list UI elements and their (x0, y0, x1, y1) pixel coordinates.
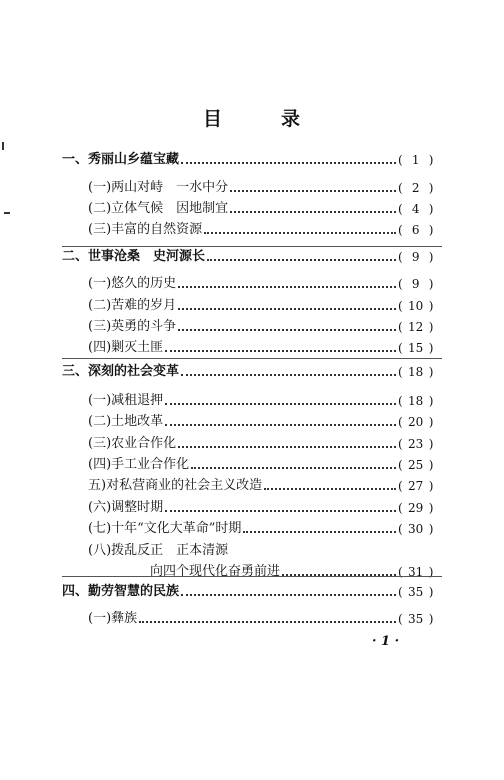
page-number: 15 (408, 341, 424, 355)
page-ref (398, 362, 442, 382)
dot-leader (282, 562, 396, 582)
page-ref (398, 476, 442, 496)
page-paren-open: ( (398, 153, 403, 167)
page-paren-close: ) (428, 479, 434, 493)
page-ref (398, 199, 442, 219)
page-ref (398, 434, 442, 454)
toc-item-row (0, 296, 504, 316)
page-paren-open: ( (398, 479, 403, 493)
page-number: 12 (408, 320, 424, 334)
page-number: 2 (411, 181, 420, 195)
page-paren-close: ) (428, 365, 434, 379)
page-paren-close: ) (428, 612, 434, 626)
toc-section-label: 四、勤劳智慧的民族 (62, 584, 180, 599)
page-number: 29 (408, 501, 424, 515)
section-divider (62, 358, 442, 359)
page-paren-close: ) (428, 458, 434, 472)
page-paren-close: ) (428, 153, 434, 167)
toc-item-row (0, 476, 504, 496)
page-number: 10 (408, 299, 424, 313)
page-paren-close: ) (428, 341, 434, 355)
page-paren-close: ) (428, 415, 434, 429)
toc-item-label: (一)悠久的历史 (88, 276, 177, 291)
dot-leader (165, 391, 396, 411)
toc-item-row (0, 609, 504, 629)
dot-leader (178, 317, 396, 337)
toc-item-row (0, 519, 504, 539)
toc-section-label: 一、秀丽山乡蕴宝藏 (62, 152, 180, 167)
toc-title (0, 104, 504, 131)
section-divider (62, 246, 442, 247)
page-paren-open: ( (398, 341, 403, 355)
toc-item-label: (一)彝族 (88, 611, 138, 626)
title-char-2: 录 (281, 108, 302, 130)
page-paren-close: ) (428, 585, 434, 599)
page-paren-open: ( (398, 181, 403, 195)
dot-leader (178, 274, 396, 294)
page-ref (398, 412, 442, 432)
page-paren-close: ) (428, 299, 434, 313)
page-number: 35 (408, 585, 424, 599)
toc-item-row (0, 199, 504, 219)
title-char-1: 目 (202, 108, 223, 130)
dot-leader (207, 247, 396, 267)
page-paren-open: ( (398, 565, 403, 579)
page-paren-open: ( (398, 277, 403, 291)
page-ref (398, 274, 442, 294)
page-number: 20 (408, 415, 424, 429)
page-paren-close: ) (428, 277, 434, 291)
toc-item-label: (八)拨乱反正 正本清源 (88, 543, 229, 558)
toc-section-row (0, 247, 504, 267)
page-ref (398, 317, 442, 337)
dot-leader (178, 296, 396, 316)
page-ref (398, 391, 442, 411)
toc-item-row (0, 391, 504, 411)
page-paren-close: ) (428, 522, 434, 536)
page-paren-open: ( (398, 250, 403, 264)
dot-leader (181, 582, 396, 602)
page-paren-open: ( (398, 585, 403, 599)
page-ref (398, 609, 442, 629)
page-number: 30 (408, 522, 424, 536)
page-number: 18 (408, 365, 424, 379)
dot-leader (230, 178, 396, 198)
dot-leader (165, 498, 396, 518)
page-number: 9 (411, 250, 420, 264)
dot-leader (165, 338, 396, 358)
dot-leader (139, 609, 396, 629)
section-divider (62, 576, 442, 577)
toc-section-row (0, 150, 504, 170)
dot-leader (243, 519, 396, 539)
toc-item-label: (二)苦难的岁月 (88, 298, 177, 313)
page-paren-open: ( (398, 365, 403, 379)
page-number: 23 (408, 437, 424, 451)
toc-item-label: 五)对私营商业的社会主义改造 (88, 478, 263, 493)
toc-item-label: (四)剿灭土匪 (88, 340, 164, 355)
page-paren-close: ) (428, 181, 434, 195)
page-paren-open: ( (398, 437, 403, 451)
page-number: 25 (408, 458, 424, 472)
toc-item-row (0, 178, 504, 198)
dot-leader (191, 455, 396, 475)
page-number: 6 (411, 223, 420, 237)
toc-item-label: (二)立体气候 因地制宜 (88, 201, 229, 216)
page-paren-open: ( (398, 415, 403, 429)
toc-item-row (0, 498, 504, 518)
toc-item-label: (六)调整时期 (88, 500, 164, 515)
page-paren-close: ) (428, 501, 434, 515)
page-ref (398, 178, 442, 198)
dot-leader (178, 434, 396, 454)
page-ref (398, 498, 442, 518)
dot-leader (181, 362, 396, 382)
scan-mark (2, 142, 4, 150)
toc-item-label: (三)丰富的自然资源 (88, 222, 203, 237)
toc-item-label: (一)减租退押 (88, 393, 164, 408)
page-number: 27 (408, 479, 424, 493)
page-number: 1 (411, 153, 420, 167)
toc-item-row (0, 562, 504, 582)
toc-item-row (0, 317, 504, 337)
page-ref (398, 519, 442, 539)
toc-item-row (0, 274, 504, 294)
page-paren-open: ( (398, 458, 403, 472)
page-ref (398, 582, 442, 602)
page-paren-close: ) (428, 250, 434, 264)
page-paren-open: ( (398, 320, 403, 334)
page-paren-open: ( (398, 394, 403, 408)
page-ref (398, 455, 442, 475)
toc-item-row (0, 434, 504, 454)
page-paren-open: ( (398, 612, 403, 626)
toc-item-label: (七)十年“文化大革命”时期 (88, 521, 242, 536)
page-paren-close: ) (428, 437, 434, 451)
page-paren-close: ) (428, 394, 434, 408)
toc-item-row (0, 220, 504, 240)
page-number: 4 (411, 202, 420, 216)
page-paren-close: ) (428, 223, 434, 237)
page-number: 35 (408, 612, 424, 626)
toc-item-label: (四)手工业合作化 (88, 457, 190, 472)
page-paren-close: ) (428, 320, 434, 334)
toc-item-label: (三)农业合作化 (88, 436, 177, 451)
page-paren-open: ( (398, 299, 403, 313)
page-paren-open: ( (398, 202, 403, 216)
toc-item-row (0, 541, 504, 561)
page-number: 9 (411, 277, 420, 291)
toc-item-row (0, 455, 504, 475)
toc-section-row (0, 362, 504, 382)
dot-leader (165, 412, 396, 432)
toc-item-label: (二)土地改革 (88, 414, 164, 429)
dot-leader (204, 220, 396, 240)
dot-leader (181, 150, 396, 170)
page-number-footer: · 1 · (372, 634, 400, 649)
page-ref (398, 338, 442, 358)
dot-leader (264, 476, 396, 496)
page-ref (398, 296, 442, 316)
page-number: 31 (408, 565, 424, 579)
toc-section-label: 三、深刻的社会变革 (62, 364, 180, 379)
page-paren-close: ) (428, 202, 434, 216)
page-ref (398, 247, 442, 267)
dot-leader (230, 199, 396, 219)
scan-mark (4, 212, 10, 214)
page-paren-close: ) (428, 565, 434, 579)
toc-item-label: 向四个现代化奋勇前进 (150, 564, 281, 579)
page-number: 18 (408, 394, 424, 408)
toc-item-row (0, 412, 504, 432)
toc-item-row (0, 338, 504, 358)
page-paren-open: ( (398, 223, 403, 237)
page-paren-open: ( (398, 501, 403, 515)
page-ref (398, 220, 442, 240)
toc-section-row (0, 582, 504, 602)
page-ref (398, 150, 442, 170)
toc-item-label: (一)两山对峙 一水中分 (88, 180, 229, 195)
page-paren-open: ( (398, 522, 403, 536)
toc-section-label: 二、世事沧桑 史河源长 (62, 249, 206, 264)
toc-item-label: (三)英勇的斗争 (88, 319, 177, 334)
page-ref (398, 562, 442, 582)
